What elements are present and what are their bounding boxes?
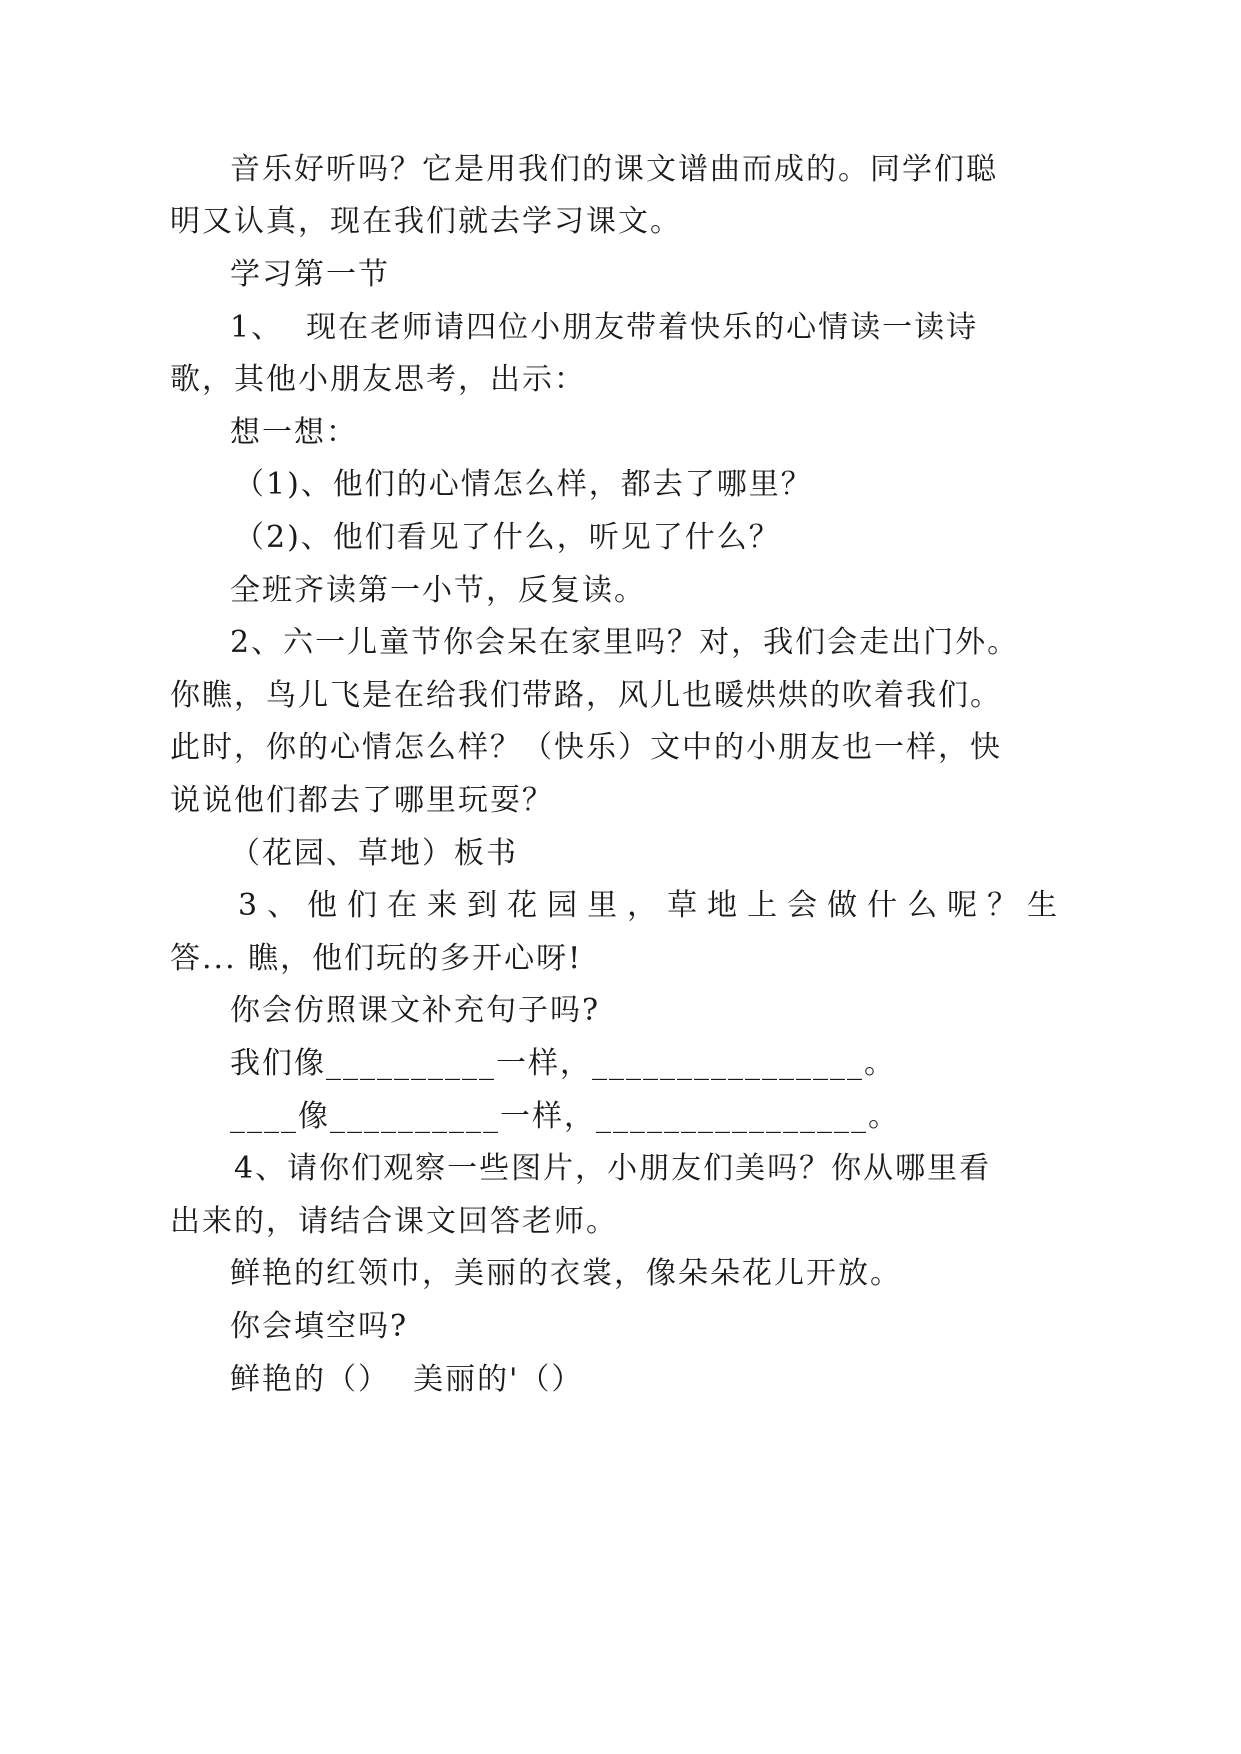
paragraph-line: 鲜艳的红领巾，美丽的衣裳，像朵朵花儿开放。 — [230, 1256, 902, 1291]
paragraph-line: 全班齐读第一小节，反复读。 — [230, 573, 646, 608]
paragraph-line: 此时，你的心情怎么样？（快乐）文中的小朋友也一样，快 — [170, 730, 1002, 765]
board-note: （花园、草地）板书 — [230, 836, 518, 871]
paragraph-line: 明又认真，现在我们就去学习课文。 — [170, 204, 682, 239]
paragraph-line: 想一想： — [230, 415, 358, 450]
paragraph-line: 你会仿照课文补充句子吗? — [230, 993, 601, 1028]
paragraph-line: 2、六一儿童节你会呆在家里吗？对，我们会走出门外。 — [230, 625, 1020, 660]
paragraph-line: 说说他们都去了哪里玩耍？ — [170, 783, 554, 818]
fill-blank-line: ____像__________一样，________________。 — [230, 1099, 900, 1134]
paragraph-line: 音乐好听吗？它是用我们的课文谱曲而成的。同学们聪 — [230, 152, 998, 187]
section-title: 学习第一节 — [230, 257, 390, 292]
paragraph-line: 你瞧，鸟儿飞是在给我们带路，风儿也暖烘烘的吹着我们。 — [170, 678, 1002, 713]
paragraph-line: 4、请你们观察一些图片，小朋友们美吗？你从哪里看 — [234, 1151, 992, 1186]
paragraph-line: 3、他们在来到花园里，草地上会做什么呢？生 — [238, 888, 1068, 923]
fill-blank-line: 我们像__________一样，________________。 — [230, 1046, 896, 1081]
paragraph-line: 答... 瞧，他们玩的多开心呀! — [170, 941, 583, 976]
paragraph-line: 1、 现在老师请四位小朋友带着快乐的心情读一读诗 — [230, 310, 979, 345]
paragraph-line: 歌，其他小朋友思考，出示： — [170, 362, 586, 397]
question-item: （1)、他们的心情怎么样，都去了哪里？ — [234, 467, 813, 502]
question-item: （2)、他们看见了什么，听见了什么？ — [234, 520, 781, 555]
fill-blank-line: 鲜艳的（） 美丽的'（） — [230, 1362, 584, 1397]
paragraph-line: 出来的，请结合课文回答老师。 — [170, 1204, 618, 1239]
paragraph-line: 你会填空吗? — [230, 1309, 409, 1344]
